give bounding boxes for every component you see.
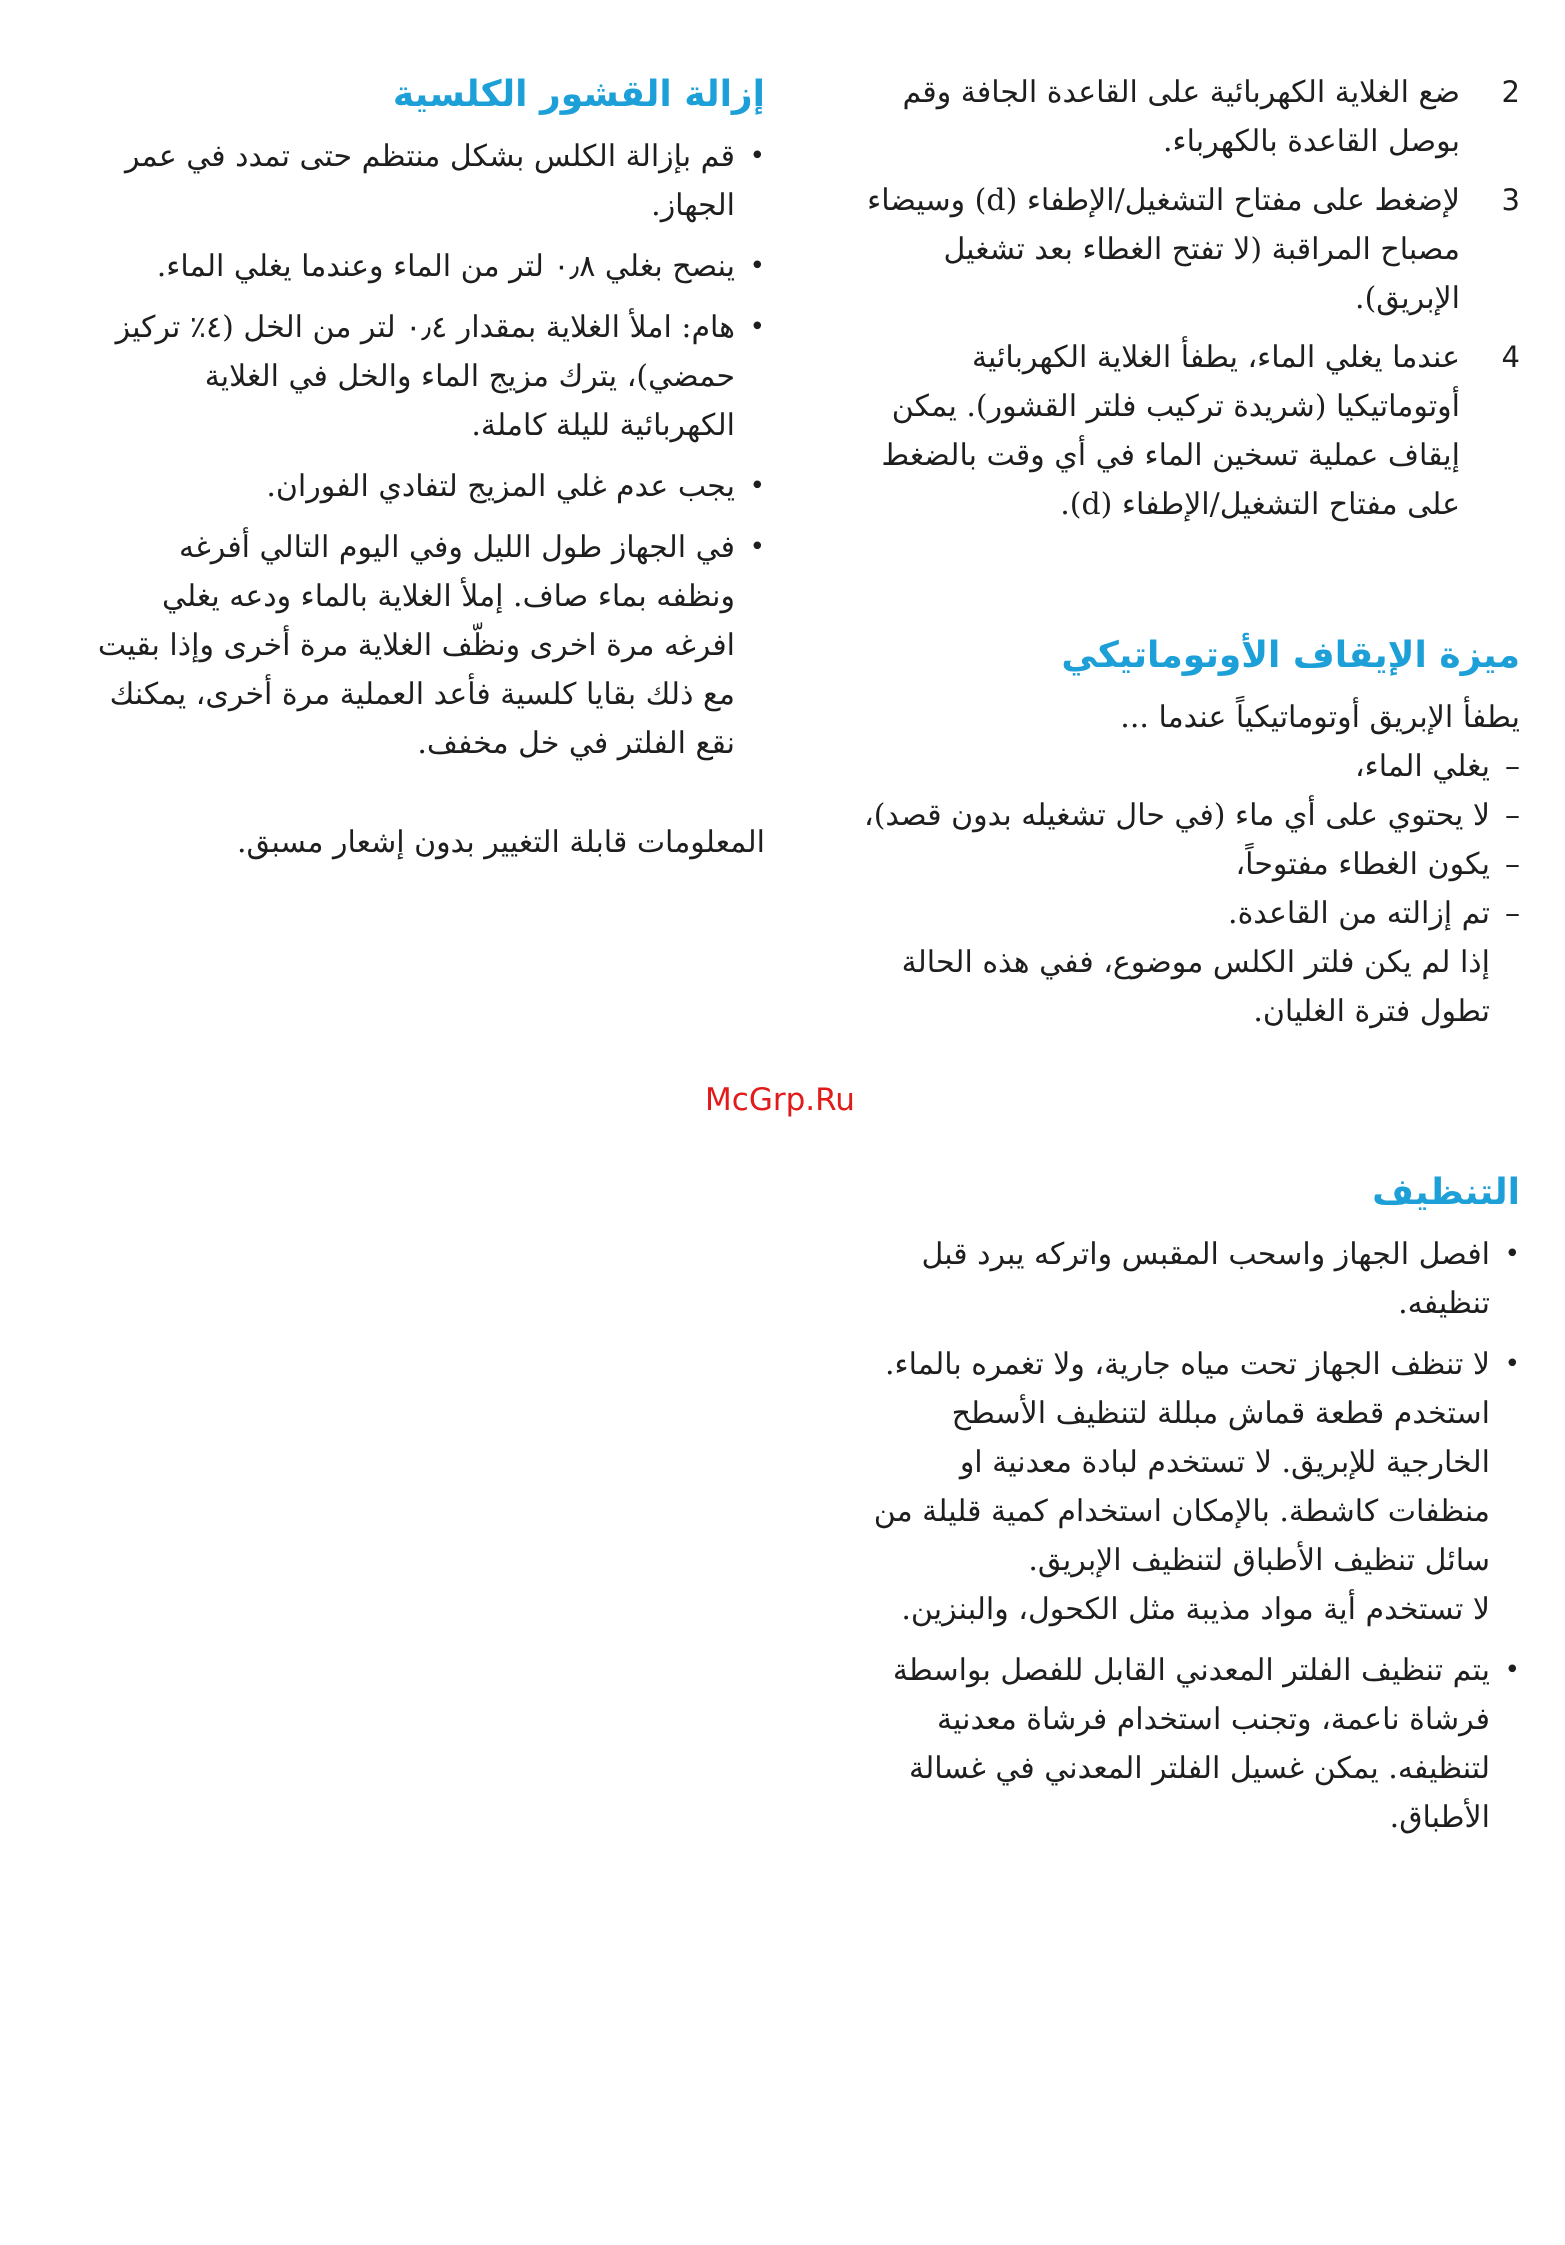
cleaning-list bbox=[860, 1230, 1520, 1842]
cleaning-item bbox=[860, 1340, 1520, 1634]
auto-off-note: إذا لم يكن فلتر الكلس موضوع، ففي هذه الحالة تطول فترة الغليان. bbox=[901, 945, 1490, 1029]
disclaimer-note: المعلومات قابلة التغيير بدون إشعار مسبق. bbox=[237, 825, 765, 860]
cleaning-item: • يتم تنظيف الفلتر المعدني القابل للفصل بواسطة فرشاة ناعمة، وتجنب استخدام فرشاة معدنية لتنظيفه. يمكن غسيل الفلتر المعدني في غسالة الأطباق. bbox=[860, 1646, 1520, 1842]
auto-off-list bbox=[860, 742, 1520, 938]
descaling-item: • ينصح بغلي ٠٫٨ لتر من الماء وعندما يغلي الماء. bbox=[95, 242, 765, 291]
descaling-section bbox=[95, 68, 765, 867]
descaling-item: • قم بإزالة الكلس بشكل منتظم حتى تمدد في عمر الجهاز. bbox=[95, 132, 765, 230]
cleaning-item-note: لا تستخدم أية مواد مذيبة مثل الكحول، والبنزين. bbox=[901, 1592, 1490, 1627]
watermark-text: McGrp.Ru bbox=[705, 1082, 855, 1118]
left-column bbox=[95, 68, 765, 867]
step-number: 4 bbox=[1501, 340, 1520, 374]
descaling-list bbox=[95, 132, 765, 768]
cleaning-title: التنظيف bbox=[1372, 1172, 1520, 1213]
step-item bbox=[860, 68, 1520, 166]
auto-off-item: – يكون الغطاء مفتوحاً، bbox=[860, 840, 1520, 889]
step-item bbox=[860, 176, 1520, 323]
step-text: ضع الغلاية الكهربائية على القاعدة الجافة وقم بوصل القاعدة بالكهرباء. bbox=[902, 75, 1460, 159]
auto-off-intro: يطفأ الإبريق أوتوماتيكياً عندما ... bbox=[1120, 700, 1520, 735]
auto-off-item: – لا يحتوي على أي ماء (في حال تشغيله بدون قصد)، bbox=[860, 791, 1520, 840]
step-text: لإضغط على مفتاح التشغيل/الإطفاء (d) وسيضاء مصباح المراقبة (لا تفتح الغطاء بعد تشغيل الإبريق). bbox=[867, 183, 1460, 316]
cleaning-item-detail: استخدم قطعة قماش مبللة لتنظيف الأسطح الخارجية للإبريق. لا تستخدم لبادة معدنية او منظفات كاشطة. بالإمكان استخدام كمية قليلة من سائل تنظيف الأطباق لتنظيف الإبريق. bbox=[873, 1396, 1490, 1578]
auto-off-title: ميزة الإيقاف الأوتوماتيكي bbox=[1061, 635, 1520, 676]
cleaning-section bbox=[860, 1166, 1520, 1842]
step-text: عندما يغلي الماء، يطفأ الغلاية الكهربائية أوتوماتيكيا (شريدة تركيب فلتر القشور). يمكن إيقاف عملية تسخين الماء في أي وقت بالضغط على مفتاح التشغيل/الإطفاء (d). bbox=[881, 340, 1460, 522]
descaling-item: • هام: املأ الغلاية بمقدار ٠٫٤ لتر من الخل (٤٪ تركيز حمضي)، يترك مزيج الماء والخل في الغلاية الكهربائية لليلة كاملة. bbox=[95, 303, 765, 450]
step-number: 3 bbox=[1501, 183, 1520, 217]
auto-off-item: – تم إزالته من القاعدة. bbox=[860, 889, 1520, 938]
step-item bbox=[860, 333, 1520, 529]
auto-off-section bbox=[860, 629, 1520, 1036]
descaling-title: إزالة القشور الكلسية bbox=[392, 74, 765, 115]
cleaning-item: • افصل الجهاز واسحب المقبس واتركه يبرد قبل تنظيفه. bbox=[860, 1230, 1520, 1328]
right-column bbox=[860, 68, 1520, 1854]
descaling-item: • في الجهاز طول الليل وفي اليوم التالي أفرغه ونظفه بماء صاف. إملأ الغلاية بالماء ودعه يغلي افرغه مرة اخرى ونظّف الغلاية مرة أخرى وإذا بقيت مع ذلك بقايا كلسية فأعد العملية مرة أخرى، يمكنك نقع الفلتر في خل مخفف. bbox=[95, 523, 765, 768]
kettle-steps-list bbox=[860, 68, 1520, 529]
descaling-item: • يجب عدم غلي المزيج لتفادي الفوران. bbox=[95, 462, 765, 511]
auto-off-item: – يغلي الماء، bbox=[860, 742, 1520, 791]
step-number: 2 bbox=[1501, 75, 1520, 109]
cleaning-item-text: لا تنظف الجهاز تحت مياه جارية، ولا تغمره بالماء. bbox=[885, 1347, 1490, 1382]
